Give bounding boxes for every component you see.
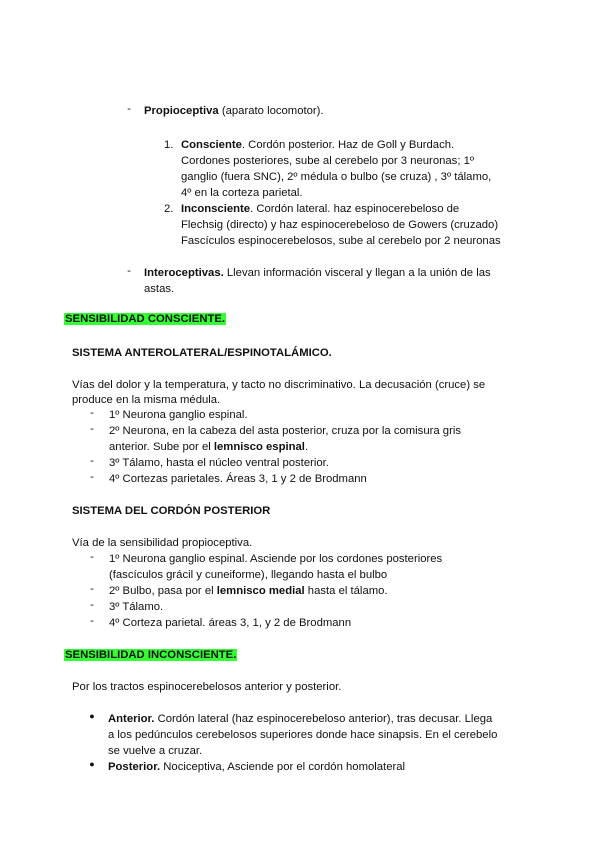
section-heading-inconsciente	[64, 647, 237, 663]
inconsciente-text: Fascículos espinocerebelosos, sube al cerebelo por 2 neuronas	[181, 235, 501, 247]
consciente-line	[181, 137, 454, 153]
list-item: (fascículos grácil y cuneiforme), llegando hasta el bulbo	[109, 569, 388, 581]
list-item: 2º Neurona, en la cabeza del asta posterior, cruza por la comisura gris	[109, 425, 462, 437]
interoceptivas-text: Llevan información visceral y llegan a la unión de las	[223, 267, 491, 279]
cordon-intro: Vía de la sensibilidad propioceptiva.	[72, 537, 253, 549]
heading-anterolateral: SISTEMA ANTEROLATERAL/ESPINOTALÁMICO.	[72, 347, 332, 359]
list-item-text: hasta el tálamo.	[304, 585, 388, 597]
posterior-title: Posterior.	[108, 761, 161, 773]
list-item-text: anterior. Sube por el	[109, 441, 214, 453]
list-item	[109, 583, 388, 599]
list-number: 1.	[164, 139, 174, 151]
dash-bullet: -	[90, 423, 94, 435]
lemnisco-medial: lemnisco medial	[216, 585, 305, 597]
list-number: 2.	[164, 203, 174, 215]
consciente-text: Cordones posteriores, sube al cerebelo por 3 neuronas; 1º	[181, 155, 475, 167]
list-item-text: .	[304, 441, 309, 453]
consciente-title: Consciente	[181, 139, 242, 151]
dot-bullet: ●	[89, 759, 95, 769]
incons-intro: Por los tractos espinocerebelosos anterior y posterior.	[72, 681, 342, 693]
posterior-line	[108, 759, 405, 775]
list-item: 3º Tálamo, hasta el núcleo ventral posterior.	[109, 457, 329, 469]
anterior-title: Anterior.	[108, 713, 155, 725]
posterior-text: Nociceptiva, Asciende por el cordón homolateral	[160, 761, 406, 773]
list-item: 4º Corteza parietal. áreas 3, 1, y 2 de Brodmann	[109, 617, 352, 629]
antero-intro: produce en la misma médula.	[72, 394, 221, 406]
section-label: SENSIBILIDAD CONSCIENTE.	[65, 313, 226, 325]
heading-cordon-posterior: SISTEMA DEL CORDÓN POSTERIOR	[72, 505, 271, 517]
dash-bullet: -	[127, 103, 131, 115]
list-item-text: 2º Bulbo, pasa por el	[109, 585, 217, 597]
dash-bullet: -	[90, 599, 94, 611]
anterior-text: se vuelve a cruzar.	[108, 745, 203, 757]
propioceptiva-line	[144, 103, 324, 119]
inconsciente-title: Inconsciente	[181, 203, 251, 215]
consciente-text: . Cordón posterior. Haz de Goll y Burdach.	[241, 139, 455, 151]
dash-bullet: -	[90, 471, 94, 483]
interoceptivas-line	[144, 265, 491, 281]
anterior-line	[108, 711, 492, 727]
lemnisco-espinal: lemnisco espinal	[213, 441, 305, 453]
propioceptiva-title: Propioceptiva	[144, 105, 219, 117]
list-item: 3º Tálamo.	[109, 601, 164, 613]
section-heading-consciente	[64, 311, 226, 327]
dash-bullet: -	[90, 455, 94, 467]
inconsciente-text: . Cordón lateral. haz espinocerebeloso de	[250, 203, 460, 215]
dot-bullet: ●	[89, 711, 95, 721]
list-item: 1º Neurona ganglio espinal. Asciende por los cordones posteriores	[109, 553, 443, 565]
dash-bullet: -	[127, 265, 131, 277]
anterior-text: a los pedúnculos cerebelosos superiores donde hace sinapsis. En el cerebelo	[108, 729, 498, 741]
interoceptivas-title: Interoceptivas.	[144, 267, 224, 279]
propioceptiva-rest: (aparato locomotor).	[218, 105, 324, 117]
dash-bullet: -	[90, 615, 94, 627]
inconsciente-text: Flechsig (directo) y haz espinocerebeloso de Gowers (cruzado)	[181, 219, 499, 231]
anterior-text: Cordón lateral (haz espinocerebeloso anterior), tras decusar. Llega	[154, 713, 493, 725]
dash-bullet: -	[90, 551, 94, 563]
consciente-text: ganglio (fuera SNC), 2º médula o bulbo (se cruza) , 3º tálamo,	[181, 171, 492, 183]
list-item: 1º Neurona ganglio espinal.	[109, 409, 248, 421]
list-item	[109, 439, 308, 455]
inconsciente-line	[181, 201, 459, 217]
antero-intro: Vías del dolor y la temperatura, y tacto no discriminativo. La decusación (cruce) se	[72, 379, 486, 391]
section-label: SENSIBILIDAD INCONSCIENTE.	[65, 649, 237, 661]
dash-bullet: -	[90, 583, 94, 595]
interoceptivas-text: astas.	[144, 283, 175, 295]
list-item: 4º Cortezas parietales. Áreas 3, 1 y 2 de Brodmann	[109, 473, 367, 485]
consciente-text: 4º en la corteza parietal.	[181, 187, 303, 199]
dash-bullet: -	[90, 407, 94, 419]
